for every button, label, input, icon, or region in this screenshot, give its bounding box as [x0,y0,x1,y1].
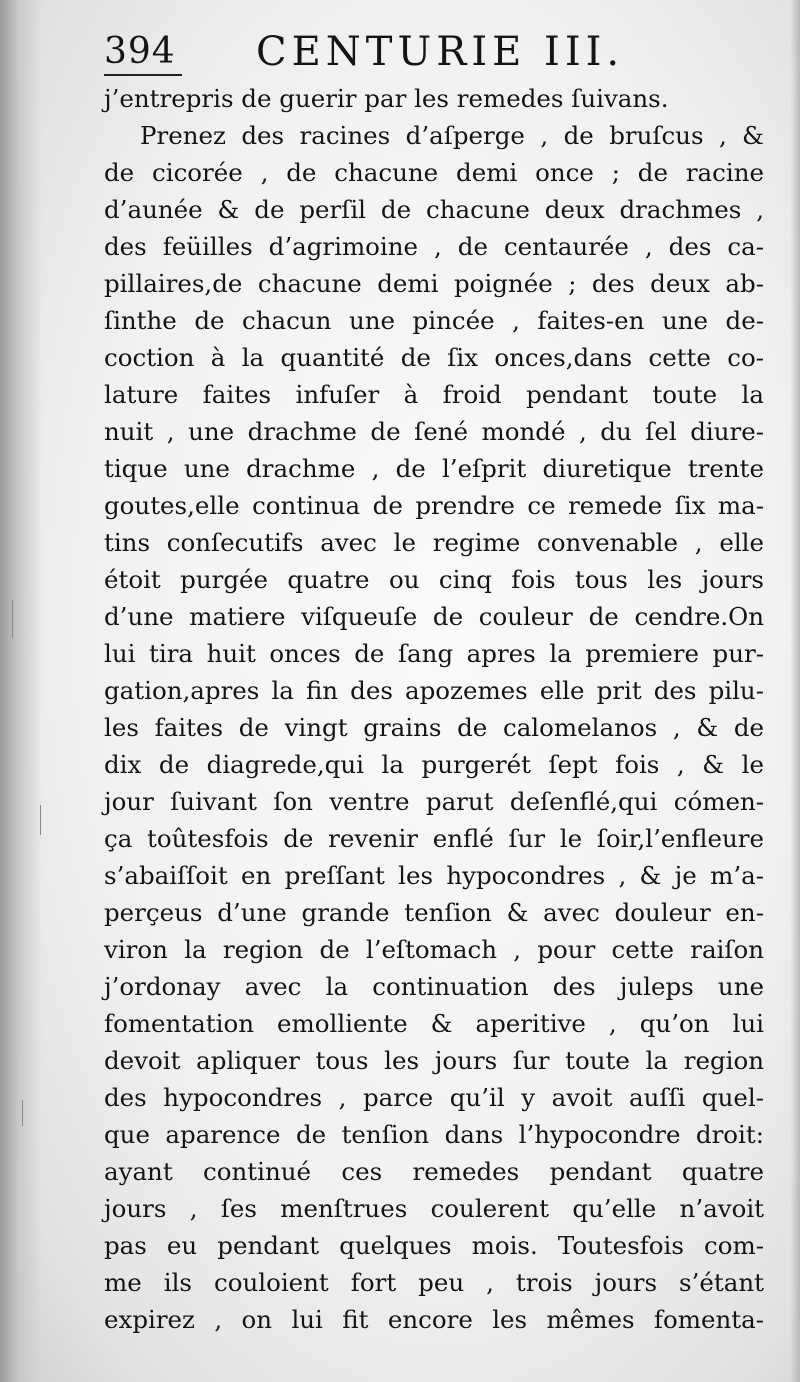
text-line: les faites de vingt grains de calomelanos , & de [104,713,764,742]
text-line: ayant continué ces remedes pendant quatre [104,1157,764,1186]
text-line: expirez , on lui fit encore les mêmes fomenta- [104,1305,764,1334]
running-header [104,24,764,80]
header-rule [104,74,182,76]
text-line: s’abaiſſoit en preſſant les hypocondres , & je m’a- [104,861,764,890]
text-line: goutes,elle continua de prendre ce remede ſix ma- [104,491,764,520]
text-line: j’ordonay avec la continuation des juleps une [104,972,764,1001]
text-line: coction à la quantité de ſix onces,dans cette co- [104,343,764,372]
text-line: que aparence de tenſion dans l’hypocondre droit: [104,1120,764,1149]
page-edge-shadow [790,0,800,1382]
text-line: jour ſuivant ſon ventre parut deſenflé,qui cómen- [104,787,764,816]
paper-speck [12,600,13,638]
text-line: fomentation emolliente & aperitive , qu’on lui [104,1009,764,1038]
page-gutter-shadow [0,0,42,1382]
text-line: lui tira huit onces de ſang apres la premiere pur- [104,639,764,668]
text-line: étoit purgée quatre ou cinq fois tous les jours [104,565,764,594]
text-line: tins conſecutifs avec le regime convenable , elle [104,528,764,557]
text-line: Prenez des racines d’aſperge , de bruſcus , & [140,121,764,150]
text-line: lature faites infuſer à froid pendant toute la [104,380,764,409]
body-text [104,80,764,1338]
text-line: tique une drachme , de l’eſprit diuretique trente [104,454,764,483]
text-line: j’entrepris de guerir par les remedes ſuivans. [104,84,669,113]
text-line: d’aunée & de perſil de chacune deux drachmes , [104,195,764,224]
text-line: ça toûtesfois de revenir enflé ſur le ſoir,l’enfleure [104,824,764,853]
text-line: pillaires,de chacune demi poignée ; des deux ab- [104,269,764,298]
text-line: me ils couloient fort peu , trois jours s’étant [104,1268,764,1297]
running-title: CENTURIE III. [256,29,625,75]
page-number: 394 [104,31,176,72]
paper-speck [40,805,41,835]
text-line: des feüilles d’agrimoine , de centaurée , des ca- [104,232,764,261]
text-line: devoit apliquer tous les jours ſur toute la region [104,1046,764,1075]
text-line: dix de diagrede,qui la purgerét ſept fois , & le [104,750,764,779]
text-line: viron la region de l’eſtomach , pour cette raiſon [104,935,764,964]
text-line: des hypocondres , parce qu’il y avoit auſſi quel- [104,1083,764,1112]
text-line: ſinthe de chacun une pincée , faites-en une de- [104,306,764,335]
text-line: perçeus d’une grande tenſion & avec douleur en- [104,898,764,927]
paper-speck [22,1100,23,1126]
text-line: jours , ſes menſtrues coulerent qu’elle n’avoit [104,1194,764,1223]
page-text-block [104,24,764,1338]
text-line: de cicorée , de chacune demi once ; de racine [104,158,764,187]
text-line: nuit , une drachme de ſené mondé , du ſel diure- [104,417,764,446]
text-line: gation,apres la fin des apozemes elle prit des pilu- [104,676,764,705]
text-line: d’une matiere viſqueuſe de couleur de cendre.On [104,602,764,631]
text-line: pas eu pendant quelques mois. Toutesfois com- [104,1231,764,1260]
